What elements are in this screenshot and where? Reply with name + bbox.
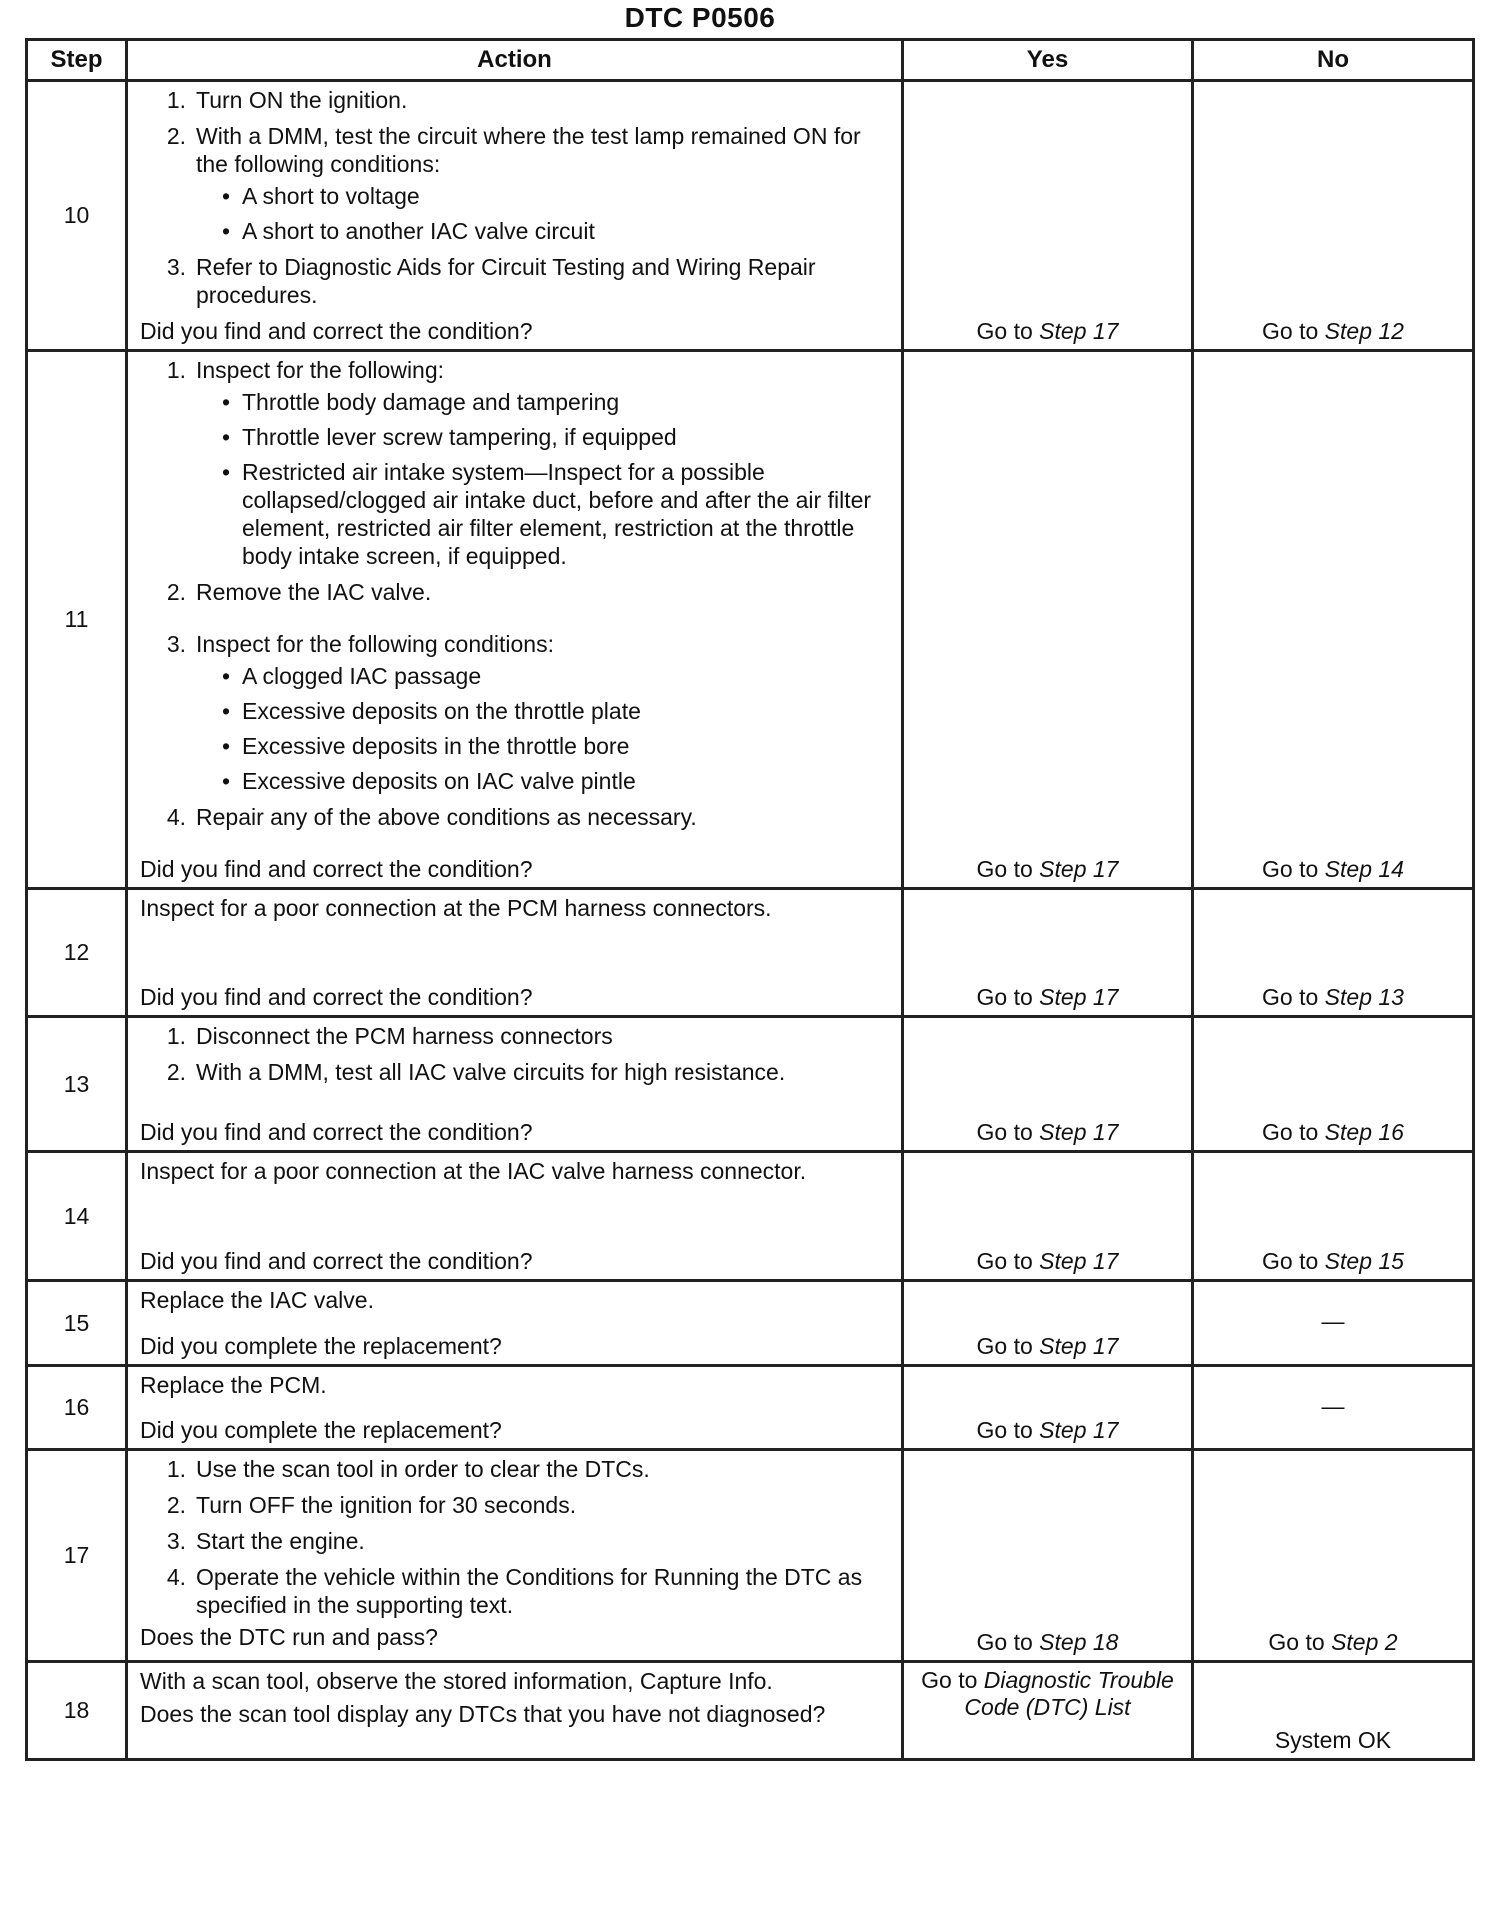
step-number: 17 [27, 1450, 127, 1662]
action-text: Replace the PCM. [140, 1372, 327, 1398]
header-step: Step [27, 40, 127, 81]
yes-result: Go to Step 17 [903, 1017, 1193, 1152]
question-text: Did you find and correct the condition? [140, 1248, 533, 1274]
action-cell [127, 1281, 903, 1366]
question-text: Does the DTC run and pass? [140, 1624, 438, 1650]
action-cell [127, 889, 903, 1017]
yes-result: Go to Step 17 [903, 1366, 1193, 1450]
action-text: Replace the IAC valve. [140, 1287, 374, 1313]
list-item: 1. Inspect for the following: • Throttle body damage and tampering • Throttle lever screw tampering, if equipped • Restricted air intake system—Inspect for a possible collapsed/clogged air intake duct, before and after the air filter element, restricted air filter element, restriction at the throttle body intake screen, if equipped. [140, 356, 891, 570]
action-cell [127, 1152, 903, 1281]
question-text: Did you find and correct the condition? [140, 1119, 533, 1145]
action-cell [127, 81, 903, 351]
bullet-item: • Excessive deposits on IAC valve pintle [221, 768, 636, 794]
list-item: 1. Disconnect the PCM harness connectors [166, 1023, 613, 1049]
action-cell [127, 1366, 903, 1450]
step-number: 18 [27, 1662, 127, 1760]
list-item: 4. Operate the vehicle within the Conditions for Running the DTC as specified in the supporting text. [166, 1564, 863, 1618]
step-number: 13 [27, 1017, 127, 1152]
list-item: 4. Repair any of the above conditions as necessary. [166, 804, 697, 830]
diagnostic-table [25, 38, 1475, 1761]
table-row [27, 1017, 1474, 1152]
step-number: 10 [27, 81, 127, 351]
bullet-item: • A clogged IAC passage [221, 663, 482, 689]
question-text: Did you complete the replacement? [140, 1417, 502, 1443]
question-text: Does the scan tool display any DTCs that you have not diagnosed? [140, 1701, 826, 1727]
table-row [27, 1281, 1474, 1366]
no-result: Go to Step 14 [1193, 351, 1474, 889]
action-cell [127, 351, 903, 889]
table-row [27, 1152, 1474, 1281]
question-text: Did you find and correct the condition? [140, 318, 533, 344]
yes-result: Go to Step 17 [903, 351, 1193, 889]
action-text: Inspect for a poor connection at the IAC valve harness connector. [140, 1158, 807, 1184]
question-text: Did you find and correct the condition? [140, 856, 533, 882]
bullet-item: • A short to another IAC valve circuit [221, 218, 595, 244]
step-number: 16 [27, 1366, 127, 1450]
action-cell [127, 1662, 903, 1760]
yes-result: Go to Step 18 [903, 1450, 1193, 1662]
list-item: 1. Use the scan tool in order to clear the DTCs. [166, 1456, 650, 1482]
yes-result: Go to Step 17 [903, 1281, 1193, 1366]
no-result: — [1193, 1281, 1474, 1366]
yes-result: Go to Step 17 [903, 81, 1193, 351]
bullet-item: • A short to voltage [221, 183, 420, 209]
header-no: No [1193, 40, 1474, 81]
bullet-item: • Excessive deposits on the throttle plate [221, 698, 641, 724]
list-item: 3. Inspect for the following conditions: • A clogged IAC passage • Excessive deposits on the throttle plate • Excessive deposits in the throttle bore • Excessive deposits on IAC valve pintle [140, 630, 891, 795]
no-result: Go to Step 16 [1193, 1017, 1474, 1152]
bullet-item: • Throttle body damage and tampering [221, 389, 620, 415]
list-item: 2. With a DMM, test all IAC valve circuits for high resistance. [166, 1059, 786, 1085]
question-text: Did you find and correct the condition? [140, 984, 533, 1010]
no-result: System OK [1193, 1662, 1474, 1760]
no-result: — [1193, 1366, 1474, 1450]
yes-result: Go to Step 17 [903, 889, 1193, 1017]
header-yes: Yes [903, 40, 1193, 81]
action-text: With a scan tool, observe the stored information, Capture Info. [140, 1668, 773, 1694]
action-cell [127, 1450, 903, 1662]
list-item: 3. Start the engine. [166, 1528, 365, 1554]
list-item: 2. Turn OFF the ignition for 30 seconds. [166, 1492, 577, 1518]
question-text: Did you complete the replacement? [140, 1333, 502, 1359]
table-row [27, 889, 1474, 1017]
list-item: 2. Remove the IAC valve. [166, 579, 432, 605]
action-cell [127, 1017, 903, 1152]
no-result: Go to Step 13 [1193, 889, 1474, 1017]
step-number: 14 [27, 1152, 127, 1281]
step-number: 12 [27, 889, 127, 1017]
list-item: 1. Turn ON the ignition. [166, 87, 408, 113]
list-item: 3. Refer to Diagnostic Aids for Circuit Testing and Wiring Repair procedures. [166, 254, 816, 308]
step-number: 15 [27, 1281, 127, 1366]
table-row [27, 81, 1474, 351]
step-number: 11 [27, 351, 127, 889]
bullet-item: • Throttle lever screw tampering, if equipped [221, 424, 677, 450]
yes-result: Go to Diagnostic Trouble Code (DTC) List [903, 1662, 1193, 1760]
no-result: Go to Step 12 [1193, 81, 1474, 351]
page-title: DTC P0506 [624, 2, 776, 33]
table-row [27, 1366, 1474, 1450]
list-item: 2. With a DMM, test the circuit where the test lamp remained ON for the following conditions: • A short to voltage • A short to another IAC valve circuit [140, 122, 891, 245]
no-result: Go to Step 15 [1193, 1152, 1474, 1281]
no-result: Go to Step 2 [1193, 1450, 1474, 1662]
action-text: Inspect for a poor connection at the PCM harness connectors. [140, 895, 772, 921]
table-row [27, 1662, 1474, 1760]
table-row [27, 351, 1474, 889]
table-header-row [27, 40, 1474, 81]
bullet-item: • Restricted air intake system—Inspect for a possible collapsed/clogged air intake duct, before and after the air filter element, restricted air filter element, restriction at the throttle body intake screen, if equipped. [221, 459, 872, 569]
table-row [27, 1450, 1474, 1662]
header-action: Action [127, 40, 903, 81]
bullet-item: • Excessive deposits in the throttle bore [221, 733, 630, 759]
yes-result: Go to Step 17 [903, 1152, 1193, 1281]
